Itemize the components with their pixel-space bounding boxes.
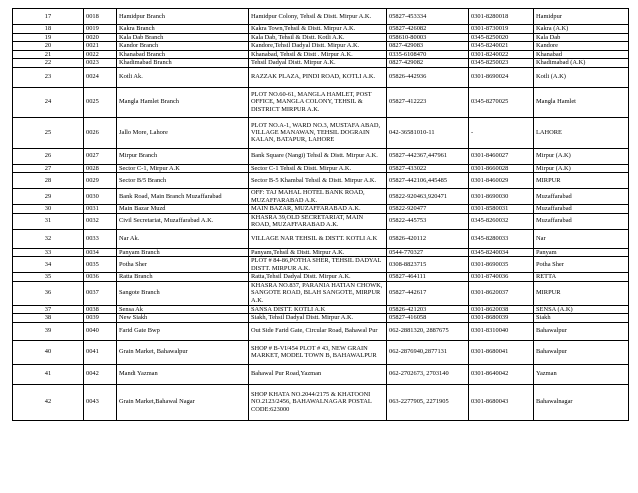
cell-serial: 31	[13, 213, 84, 229]
cell-phone: 05826-442936	[387, 67, 469, 87]
cell-serial: 23	[13, 67, 84, 87]
cell-mobile: 0301-8690024	[469, 67, 534, 87]
cell-serial: 26	[13, 148, 84, 164]
cell-serial: 34	[13, 257, 84, 273]
cell-branch-name: Grain Market, Bahawalpur	[117, 340, 249, 364]
cell-branch-code: 0026	[84, 117, 117, 148]
cell-mobile: 0301-8620038	[469, 305, 534, 314]
table-row	[13, 59, 629, 68]
cell-branch-code: 0025	[84, 87, 117, 117]
table-row	[13, 9, 629, 25]
cell-phone: 05822-920463,920471	[387, 189, 469, 205]
cell-mobile: 0301-8680039	[469, 314, 534, 323]
cell-serial: 19	[13, 33, 84, 42]
table-row	[13, 322, 629, 340]
cell-serial: 41	[13, 364, 84, 384]
cell-address: KHASRA NO.837, PARANIA HATIAN CHOWK, SANGOTE ROAD, BLAH SANGOTE, MIRPUR A.K.	[249, 281, 387, 305]
cell-branch-name: New Siakh	[117, 314, 249, 323]
cell-branch-code: 0020	[84, 33, 117, 42]
cell-branch-name: Kala Dab Branch	[117, 33, 249, 42]
cell-city: Khanabad	[534, 50, 629, 59]
cell-branch-name: Grain Market,Bahawal Nagar	[117, 384, 249, 420]
cell-mobile: 0301-8740036	[469, 273, 534, 282]
cell-address: Sector C-1 Tehsil & Distt. Mirpur A.K.	[249, 164, 387, 173]
cell-city: Kandore	[534, 42, 629, 51]
cell-phone: 062-2876940,2877131	[387, 340, 469, 364]
cell-serial: 40	[13, 340, 84, 364]
cell-phone: 05827-426082	[387, 25, 469, 34]
cell-serial: 33	[13, 248, 84, 257]
cell-phone: 042-36581010-11	[387, 117, 469, 148]
cell-phone: 05826-420112	[387, 229, 469, 248]
cell-address: Sector B-5 Khambal Tehsil & Distt. Mirpur A.K.	[249, 173, 387, 189]
cell-city: Muzaffarabad	[534, 205, 629, 214]
cell-branch-code: 0030	[84, 189, 117, 205]
cell-mobile: 0345-8250020	[469, 33, 534, 42]
cell-phone: 05827-442106,445485	[387, 173, 469, 189]
cell-mobile: 0301-8680041	[469, 340, 534, 364]
cell-branch-name: Farid Gate Bwp	[117, 322, 249, 340]
cell-mobile: 0301-8660028	[469, 164, 534, 173]
branch-table	[12, 8, 629, 421]
cell-phone: 05822-445753	[387, 213, 469, 229]
cell-city: Muzaffarabad	[534, 189, 629, 205]
cell-city: MIRPUR	[534, 173, 629, 189]
cell-address: Panyam,Tehsil & Distt. Mirpur A.K.	[249, 248, 387, 257]
cell-mobile: 0301-8580031	[469, 205, 534, 214]
cell-address: SANSA DISTT. KOTLI A.K	[249, 305, 387, 314]
cell-address: PLOT # 84-86,POTHA SHER, TEHSIL DADYAL DISTT. MIRPUR A.K.	[249, 257, 387, 273]
table-row	[13, 87, 629, 117]
cell-serial: 30	[13, 205, 84, 214]
cell-address: RAZZAK PLAZA, PINDI ROAD, KOTLI A.K.	[249, 67, 387, 87]
cell-phone: 05826-421203	[387, 305, 469, 314]
cell-serial: 38	[13, 314, 84, 323]
table-row	[13, 33, 629, 42]
cell-city: Siakh	[534, 314, 629, 323]
cell-mobile: 0345-8280033	[469, 229, 534, 248]
cell-mobile: 0301-8280018	[469, 9, 534, 25]
cell-phone: 0827-429083	[387, 42, 469, 51]
cell-branch-name: Khanabad Branch	[117, 50, 249, 59]
cell-phone: 05827-442617	[387, 281, 469, 305]
cell-branch-name: Nar Ak.	[117, 229, 249, 248]
cell-branch-code: 0021	[84, 42, 117, 51]
cell-branch-name: Panyam Branch	[117, 248, 249, 257]
table-row	[13, 25, 629, 34]
cell-address: Ratta,Tehsil Dadyal Distt. Mirpur A.K.	[249, 273, 387, 282]
cell-address: Kala Dab, Tehsil & Distt. Kotli A.K.	[249, 33, 387, 42]
cell-phone: 05827-453334	[387, 9, 469, 25]
cell-phone: 0335-6108470	[387, 50, 469, 59]
cell-serial: 17	[13, 9, 84, 25]
cell-city: RETTA	[534, 273, 629, 282]
cell-city: Bahawalnagar	[534, 384, 629, 420]
cell-mobile: 0345-8240021	[469, 42, 534, 51]
cell-branch-code: 0029	[84, 173, 117, 189]
cell-mobile: 0301-8310040	[469, 322, 534, 340]
cell-branch-code: 0034	[84, 248, 117, 257]
cell-city: MIRPUR	[534, 281, 629, 305]
cell-serial: 18	[13, 25, 84, 34]
cell-branch-code: 0033	[84, 229, 117, 248]
cell-branch-name: Main Bazar Muzd	[117, 205, 249, 214]
table-row	[13, 117, 629, 148]
cell-address: PLOT NO.A-1, WARD NO.3, MUSTAFA ABAD, VILLAGE MANAWAN, TEHSIL DOGRAIN KALAN, BATAPUR, LAHORE	[249, 117, 387, 148]
cell-address: Out Side Farid Gate, Circular Road, Bahawal Pur	[249, 322, 387, 340]
cell-city: Nar	[534, 229, 629, 248]
cell-mobile: 0345-8260032	[469, 213, 534, 229]
cell-city: Kala Dab	[534, 33, 629, 42]
table-row	[13, 340, 629, 364]
cell-branch-code: 0041	[84, 340, 117, 364]
cell-city: LAHORE	[534, 117, 629, 148]
cell-branch-code: 0032	[84, 213, 117, 229]
cell-mobile: 0301-8690030	[469, 189, 534, 205]
table-row	[13, 314, 629, 323]
cell-phone: 05827-442367,447961	[387, 148, 469, 164]
cell-serial: 21	[13, 50, 84, 59]
cell-mobile: 0301-8460027	[469, 148, 534, 164]
cell-address: Tehsil Dadyal Distt. Mirpur A.K.	[249, 59, 387, 68]
table-row	[13, 189, 629, 205]
table-row	[13, 248, 629, 257]
cell-mobile: 0301-8460029	[469, 173, 534, 189]
cell-city: Bahawalpur	[534, 322, 629, 340]
cell-branch-name: Mangla Hamlet Branch	[117, 87, 249, 117]
cell-address: Kakra Town,Tehsil & Distt. Mirpur A.K.	[249, 25, 387, 34]
table-row	[13, 257, 629, 273]
cell-mobile: 0301-8680043	[469, 384, 534, 420]
table-row	[13, 67, 629, 87]
cell-city: Panyam	[534, 248, 629, 257]
cell-city: Potha Sher	[534, 257, 629, 273]
cell-city: Bahawalpur	[534, 340, 629, 364]
cell-branch-name: Sector B/5 Branch	[117, 173, 249, 189]
cell-branch-code: 0037	[84, 281, 117, 305]
cell-address: Hamidpur Colony, Tehsil & Distt. Mirpur A.K.	[249, 9, 387, 25]
cell-branch-name: Mirpur Branch	[117, 148, 249, 164]
table-row	[13, 148, 629, 164]
cell-branch-code: 0027	[84, 148, 117, 164]
cell-branch-code: 0039	[84, 314, 117, 323]
cell-city: Khadimabad (A.K)	[534, 59, 629, 68]
cell-city: Hamidpur	[534, 9, 629, 25]
cell-city: Kotli (A.K)	[534, 67, 629, 87]
cell-mobile: 0345-8270025	[469, 87, 534, 117]
table-row	[13, 384, 629, 420]
branch-table-body	[13, 9, 629, 421]
cell-serial: 22	[13, 59, 84, 68]
cell-branch-name: Kakra Branch	[117, 25, 249, 34]
table-row	[13, 213, 629, 229]
cell-phone: 063-2277905, 2271905	[387, 384, 469, 420]
cell-phone: 0544-770327	[387, 248, 469, 257]
cell-address: SHOP # B-VI/454 PLOT # 43, NEW GRAIN MARKET, MODEL TOWN B, BAHAWALPUR	[249, 340, 387, 364]
cell-serial: 39	[13, 322, 84, 340]
cell-address: Kandore,Tehsil Dadyal Distt. Mirpur A.K.	[249, 42, 387, 51]
table-row	[13, 281, 629, 305]
cell-phone: 062-2702673, 2703140	[387, 364, 469, 384]
cell-address: Siakh, Tehsil Dadyal Distt. Mirpur A.K.	[249, 314, 387, 323]
cell-branch-name: Sector C-1, Mirpur A.K	[117, 164, 249, 173]
table-row	[13, 42, 629, 51]
table-row	[13, 164, 629, 173]
cell-address: Bahawal Pur Road,Yazman	[249, 364, 387, 384]
cell-mobile: 0301-8730019	[469, 25, 534, 34]
cell-serial: 37	[13, 305, 84, 314]
cell-branch-code: 0038	[84, 305, 117, 314]
cell-city: Yazman	[534, 364, 629, 384]
cell-phone: 05827-433022	[387, 164, 469, 173]
cell-phone: 058610-80003	[387, 33, 469, 42]
cell-address: OFF: TAJ MAHAL HOTEL BANK ROAD, MUZAFFARABAD A.K.	[249, 189, 387, 205]
cell-branch-code: 0043	[84, 384, 117, 420]
cell-mobile: 0301-8620037	[469, 281, 534, 305]
cell-mobile: 0301-8640042	[469, 364, 534, 384]
cell-branch-name: Jallo More, Lahore	[117, 117, 249, 148]
cell-branch-code: 0040	[84, 322, 117, 340]
cell-mobile: 0301-8240022	[469, 50, 534, 59]
cell-mobile: 0301-8690035	[469, 257, 534, 273]
table-row	[13, 173, 629, 189]
cell-phone: 05827-412223	[387, 87, 469, 117]
cell-branch-code: 0022	[84, 50, 117, 59]
cell-city: Kakra (A.K)	[534, 25, 629, 34]
cell-city: SENSA (A.K)	[534, 305, 629, 314]
cell-city: Muzaffarabad	[534, 213, 629, 229]
table-row	[13, 273, 629, 282]
cell-branch-name: Civil Secretariat, Muzaffarabad A.K.	[117, 213, 249, 229]
cell-address: Khanabad, Tehsil & Distt . Mirpur A.K.	[249, 50, 387, 59]
cell-address: VILLAGE NAR TEHSIL & DISTT. KOTLI A.K	[249, 229, 387, 248]
cell-serial: 29	[13, 189, 84, 205]
cell-branch-code: 0023	[84, 59, 117, 68]
cell-phone: 05827-416058	[387, 314, 469, 323]
cell-serial: 36	[13, 281, 84, 305]
cell-serial: 27	[13, 164, 84, 173]
cell-serial: 28	[13, 173, 84, 189]
cell-branch-name: Sensa Ak	[117, 305, 249, 314]
cell-mobile: 0345-8250023	[469, 59, 534, 68]
cell-city: Mangla Hamlet	[534, 87, 629, 117]
cell-branch-name: Kandor Branch	[117, 42, 249, 51]
table-row	[13, 205, 629, 214]
cell-branch-name: Sangote Branch	[117, 281, 249, 305]
cell-address: MAIN BAZAR, MUZAFFARABAD A.K.	[249, 205, 387, 214]
cell-address: PLOT NO.60-61, MANGLA HAMLET, POST OFFICE, MANGLA COLONY, TEHSIL & DISTRICT MIRPUR A.K.	[249, 87, 387, 117]
table-row	[13, 50, 629, 59]
cell-serial: 25	[13, 117, 84, 148]
cell-serial: 42	[13, 384, 84, 420]
cell-branch-code: 0018	[84, 9, 117, 25]
cell-phone: 05822-920477	[387, 205, 469, 214]
cell-serial: 20	[13, 42, 84, 51]
cell-branch-name: Kotli Ak.	[117, 67, 249, 87]
cell-branch-code: 0036	[84, 273, 117, 282]
cell-branch-code: 0042	[84, 364, 117, 384]
cell-phone: 05827-464111	[387, 273, 469, 282]
cell-branch-name: Ratta Branch	[117, 273, 249, 282]
cell-branch-name: Potha Sher	[117, 257, 249, 273]
table-row	[13, 364, 629, 384]
cell-phone: 0827-429082	[387, 59, 469, 68]
cell-branch-code: 0031	[84, 205, 117, 214]
cell-mobile: 0345-8240034	[469, 248, 534, 257]
cell-branch-name: Mandi Yazman	[117, 364, 249, 384]
cell-serial: 24	[13, 87, 84, 117]
cell-branch-name: Hamidpur Branch	[117, 9, 249, 25]
cell-mobile: -	[469, 117, 534, 148]
cell-address: KHASRA 39,OLD SECRETARIAT, MAIN ROAD, MUZAFFARABAD A.K.	[249, 213, 387, 229]
table-row	[13, 305, 629, 314]
cell-city: Mirpur (A.K)	[534, 164, 629, 173]
cell-serial: 35	[13, 273, 84, 282]
cell-phone: 062-2881320, 2887675	[387, 322, 469, 340]
cell-serial: 32	[13, 229, 84, 248]
cell-city: Mirpur (A.K)	[534, 148, 629, 164]
cell-branch-name: Khadimabad Branch	[117, 59, 249, 68]
cell-phone: 0308-8823715	[387, 257, 469, 273]
cell-branch-name: Bank Road, Main Branch Muzaffarabad	[117, 189, 249, 205]
table-row	[13, 229, 629, 248]
cell-branch-code: 0035	[84, 257, 117, 273]
cell-address: Bank Square (Nangi) Tehsil & Distt. Mirpur A.K.	[249, 148, 387, 164]
cell-branch-code: 0028	[84, 164, 117, 173]
cell-branch-code: 0019	[84, 25, 117, 34]
cell-address: SHOP KHATA NO.2044/2175 & KHATOONI NO.2123/2456, BAHAWALNAGAR POSTAL CODE:623000	[249, 384, 387, 420]
cell-branch-code: 0024	[84, 67, 117, 87]
